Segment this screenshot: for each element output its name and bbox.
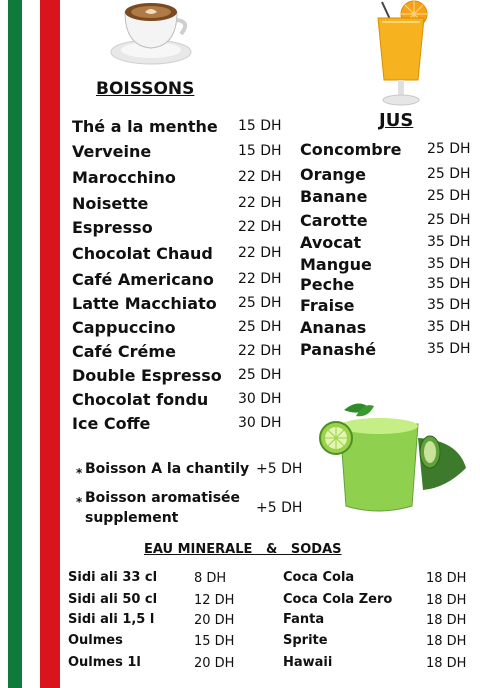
item-price: 22 DH: [238, 195, 282, 211]
item-price: 25 DH: [238, 295, 282, 311]
item-name: Sprite: [283, 633, 328, 648]
item-name: Noisette: [72, 194, 149, 213]
green-juice-icon: [318, 398, 468, 518]
item-name: Sidi ali 50 cl: [68, 592, 158, 607]
item-name: Avocat: [300, 233, 362, 252]
item-name: Chocolat fondu: [72, 390, 209, 409]
item-name: Marocchino: [72, 168, 176, 187]
extra-name-line1: Boisson aromatisée: [85, 490, 241, 506]
item-name: Verveine: [72, 142, 152, 161]
item-price: 22 DH: [238, 219, 282, 235]
item-price: 25 DH: [238, 367, 282, 383]
item-price: 25 DH: [238, 319, 282, 335]
item-price: 22 DH: [238, 271, 282, 287]
item-name: Mangue: [300, 255, 372, 274]
item-name: Sidi ali 33 cl: [68, 570, 158, 585]
item-price: 35 DH: [427, 276, 471, 292]
extra-price: +5 DH: [256, 461, 303, 477]
item-price: 18 DH: [426, 656, 467, 671]
flag-stripe-red: [40, 0, 60, 688]
item-name: Double Espresso: [72, 366, 222, 385]
item-name: Latte Macchiato: [72, 294, 217, 313]
item-price: 35 DH: [427, 297, 471, 313]
item-name: Carotte: [300, 211, 368, 230]
item-price: 15 DH: [238, 143, 282, 159]
item-name: Coca Cola Zero: [283, 592, 393, 607]
item-price: 18 DH: [426, 593, 467, 608]
item-price: 8 DH: [194, 571, 227, 586]
item-price: 12 DH: [194, 593, 235, 608]
item-price: 25 DH: [427, 166, 471, 182]
boissons-heading: BOISSONS: [96, 79, 195, 99]
item-price: 20 DH: [194, 656, 235, 671]
item-name: Thé a la menthe: [72, 117, 218, 136]
item-price: 15 DH: [194, 634, 235, 649]
item-price: 18 DH: [426, 571, 467, 586]
item-name: Ice Coffe: [72, 414, 151, 433]
item-price: 35 DH: [427, 234, 471, 250]
item-name: Panashé: [300, 340, 377, 359]
eau-sodas-heading: EAU MINERALE & SODAS: [144, 542, 342, 557]
item-price: 22 DH: [238, 245, 282, 261]
item-name: Oulmes 1l: [68, 655, 141, 670]
item-name: Ananas: [300, 318, 367, 337]
item-price: 15 DH: [238, 118, 282, 134]
item-name: Cappuccino: [72, 318, 176, 337]
item-name: Coca Cola: [283, 570, 355, 585]
bullet-star: *: [76, 466, 83, 480]
item-price: 25 DH: [427, 188, 471, 204]
extra-name: Boisson A la chantily: [85, 461, 250, 477]
item-name: Banane: [300, 187, 368, 206]
coffee-cup-icon: [107, 0, 195, 68]
item-price: 30 DH: [238, 415, 282, 431]
item-price: 35 DH: [427, 319, 471, 335]
item-price: 22 DH: [238, 169, 282, 185]
item-name: Espresso: [72, 218, 153, 237]
item-price: 25 DH: [427, 212, 471, 228]
extra-name-line2: supplement: [85, 510, 179, 526]
item-price: 18 DH: [426, 613, 467, 628]
item-name: Sidi ali 1,5 l: [68, 612, 155, 627]
orange-juice-icon: [368, 0, 438, 110]
item-name: Orange: [300, 165, 366, 184]
item-name: Oulmes: [68, 633, 123, 648]
extra-price: +5 DH: [256, 500, 303, 516]
item-price: 25 DH: [427, 141, 471, 157]
item-name: Peche: [300, 275, 355, 294]
bullet-star: *: [76, 495, 83, 509]
item-price: 22 DH: [238, 343, 282, 359]
item-name: Hawaii: [283, 655, 333, 670]
item-price: 35 DH: [427, 256, 471, 272]
item-name: Concombre: [300, 140, 402, 159]
item-name: Fraise: [300, 296, 355, 315]
item-name: Café Americano: [72, 270, 214, 289]
item-price: 30 DH: [238, 391, 282, 407]
jus-heading: JUS: [379, 110, 414, 131]
flag-stripe-white: [22, 0, 40, 688]
item-price: 35 DH: [427, 341, 471, 357]
item-price: 18 DH: [426, 634, 467, 649]
item-name: Chocolat Chaud: [72, 244, 213, 263]
flag-stripe-green: [8, 0, 22, 688]
item-name: Fanta: [283, 612, 325, 627]
item-name: Café Créme: [72, 342, 176, 361]
item-price: 20 DH: [194, 613, 235, 628]
